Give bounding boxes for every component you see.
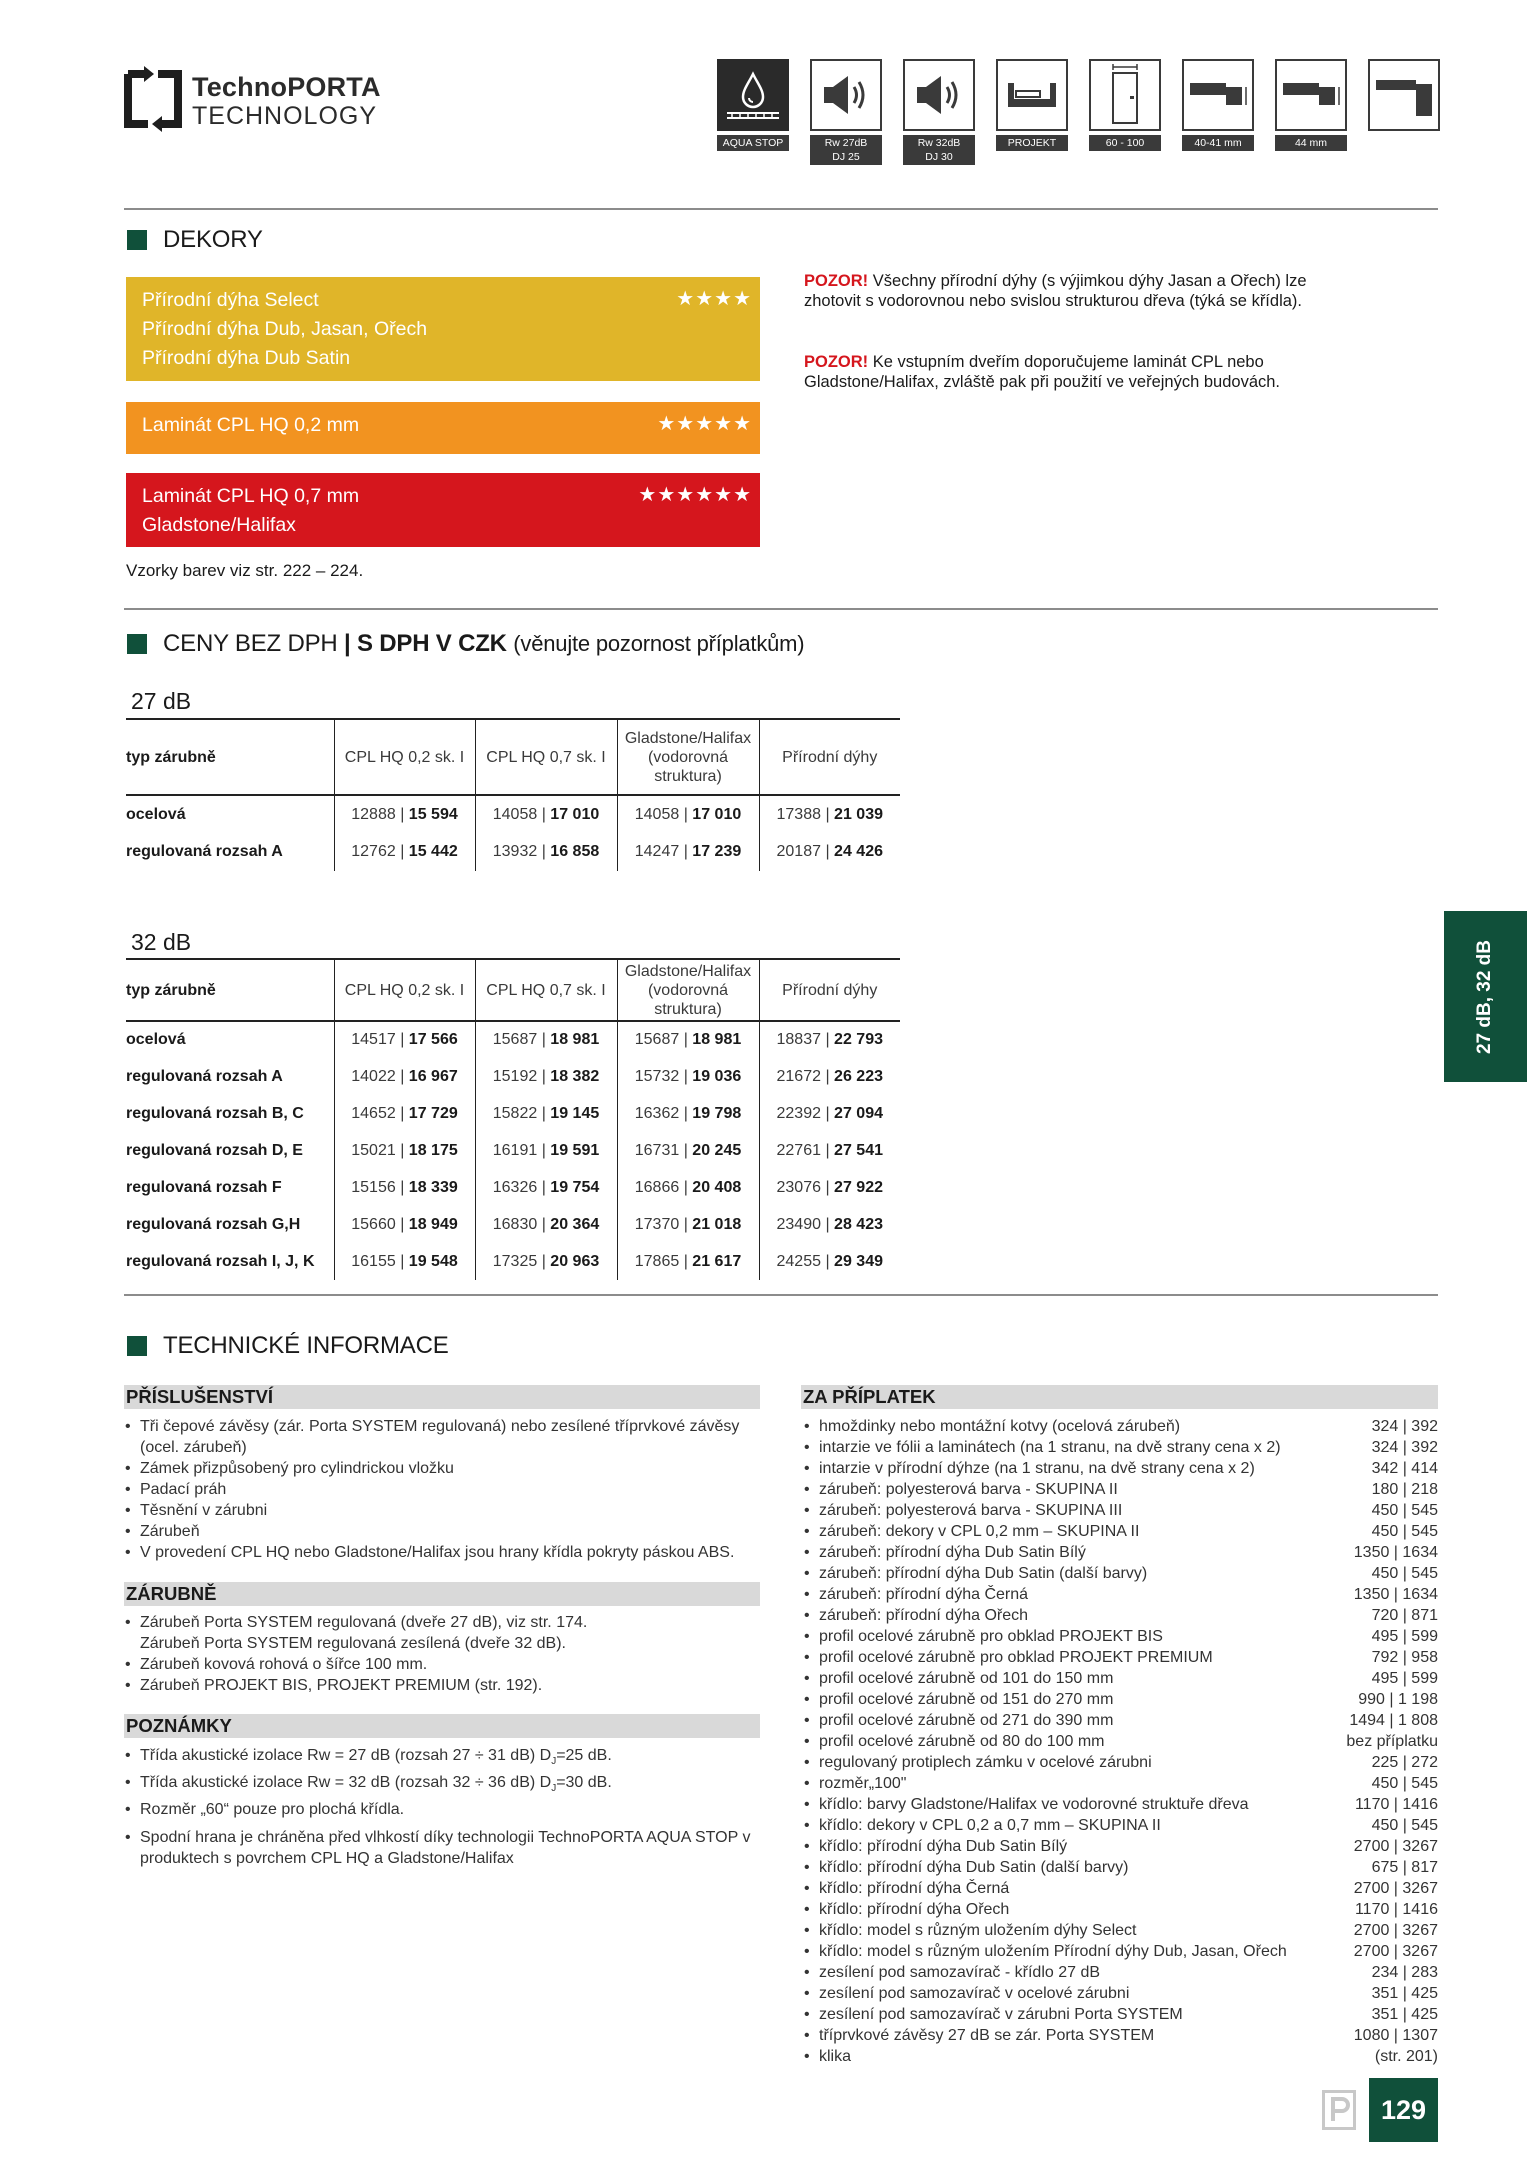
feature-label: Rw 27dB DJ 25 — [810, 135, 882, 165]
section-dekory — [127, 226, 263, 254]
feature-label: 60 - 100 — [1089, 135, 1161, 151]
table-title: 32 dB — [131, 929, 192, 955]
accessories-list — [124, 1416, 760, 1563]
table-row — [126, 833, 900, 871]
surcharge-item: • křídlo: přírodní dýha Dub Satin (další barvy) 675 | 817 — [801, 1857, 1438, 1878]
section-prices — [127, 630, 804, 658]
price-cell: 22392 | 27 094 — [759, 1095, 900, 1132]
subsection-notes: POZNÁMKY — [124, 1714, 760, 1738]
price-cell: 17388 | 21 039 — [759, 795, 900, 833]
feature-width — [1089, 59, 1161, 151]
feature-door-edge — [1182, 59, 1254, 151]
list-item: • Spodní hrana je chráněna před vlhkostí díky technologii TechnoPORTA AQUA STOP v produktech s povrchem CPL HQ a Gladstone/Halifax — [124, 1827, 760, 1875]
surcharge-item: • profil ocelové zárubně od 80 do 100 mm bez příplatku — [801, 1731, 1438, 1752]
surcharge-item: • zesílení pod samozavírač v zárubni Porta SYSTEM 351 | 425 — [801, 2004, 1438, 2025]
surcharge-item: • regulovaný protiplech zámku v ocelové zárubni 225 | 272 — [801, 1752, 1438, 1773]
surcharge-item: • profil ocelové zárubně pro obklad PROJEKT PREMIUM 792 | 958 — [801, 1647, 1438, 1668]
porta-p-icon — [1322, 2090, 1356, 2130]
notes-list — [124, 1745, 760, 1875]
price-cell: 14517 | 17 566 — [334, 1021, 475, 1058]
price-cell: 14058 | 17 010 — [617, 795, 759, 833]
chapter-tab[interactable]: 27 dB, 32 dB — [1444, 911, 1527, 1082]
list-item: • Těsnění v zárubni — [124, 1500, 760, 1521]
surcharge-item: • křídlo: model s různým uložením dýhy Select 2700 | 3267 — [801, 1920, 1438, 1941]
warning-note: POZOR! Ke vstupním dveřím doporučujeme laminát CPL nebo Gladstone/Halifax, zvláště pak při použití ve veřejných budovách. — [804, 353, 1281, 391]
stars-rating: ★★★★★ — [657, 413, 752, 435]
table-row — [126, 1058, 900, 1095]
row-label: regulovaná rozsah I, J, K — [126, 1252, 315, 1270]
divider — [124, 608, 1438, 610]
warning-note: POZOR! Všechny přírodní dýhy (s výjimkou dýhy Jasan a Ořech) lze zhotovit s vodorovnou nebo svislou strukturou dřeva (týká se křídla). — [804, 272, 1307, 310]
section-marker — [127, 230, 147, 250]
section-title: TECHNICKÉ INFORMACE — [163, 1332, 449, 1359]
surcharge-item: • profil ocelové zárubně od 101 do 150 mm 495 | 599 — [801, 1668, 1438, 1689]
price-cell: 22761 | 27 541 — [759, 1132, 900, 1169]
price-cell: 16830 | 20 364 — [475, 1206, 617, 1243]
surcharge-item: • zárubeň: polyesterová barva - SKUPINA III 450 | 545 — [801, 1500, 1438, 1521]
surcharge-item: • profil ocelové zárubně od 151 do 270 mm 990 | 1 198 — [801, 1689, 1438, 1710]
price-cell: 15687 | 18 981 — [617, 1021, 759, 1058]
list-item: • Třída akustické izolace Rw = 27 dB (rozsah 27 ÷ 31 dB) $D_J=25$ dB. — [124, 1745, 760, 1772]
section-title: DEKORY — [163, 226, 263, 253]
surcharge-item: • křídlo: přírodní dýha Černá 2700 | 3267 — [801, 1878, 1438, 1899]
price-cell: 17325 | 20 963 — [475, 1243, 617, 1280]
list-item: • Padací práh — [124, 1479, 760, 1500]
table-header: typ zárubně CPL HQ 0,2 sk. I CPL HQ 0,7 sk. I Gladstone/Halifax (vodorovná struktura) Přírodní dýhy — [126, 959, 900, 1021]
list-item: • Zárubeň kovová rohová o šířce 100 mm. — [124, 1654, 760, 1675]
subsection-accessories: PŘÍSLUŠENSTVÍ — [124, 1385, 760, 1409]
speaker-icon — [903, 59, 975, 131]
color-samples-note: Vzorky barev viz str. 222 – 224. — [126, 561, 364, 580]
feature-label: AQUA STOP — [717, 135, 789, 151]
table-row — [126, 1132, 900, 1169]
surcharge-item: • zárubeň: přírodní dýha Dub Satin (další barvy) 450 | 545 — [801, 1563, 1438, 1584]
row-label: regulovaná rozsah G,H — [126, 1215, 301, 1233]
decor-bar-cpl07: Laminát CPL HQ 0,7 mm Gladstone/Halifax ★★★★★★ — [126, 473, 760, 547]
surcharge-item: • intarzie ve fólii a laminátech (na 1 stranu, na dvě strany cena x 2) 324 | 392 — [801, 1437, 1438, 1458]
price-cell: 14058 | 17 010 — [475, 795, 617, 833]
divider — [124, 1294, 1438, 1296]
subsection-frames: ZÁRUBNĚ — [124, 1582, 760, 1606]
price-table-27db — [126, 718, 900, 871]
frames-list — [124, 1612, 760, 1696]
brand-name: TechnoPORTA — [192, 72, 381, 102]
price-cell: 20187 | 24 426 — [759, 833, 900, 871]
surcharge-list — [801, 1416, 1438, 2067]
price-cell: 14247 | 17 239 — [617, 833, 759, 871]
surcharge-item: • zárubeň: přírodní dýha Ořech 720 | 871 — [801, 1605, 1438, 1626]
surcharge-item: • zesílení pod samozavírač - křídlo 27 dB 234 | 283 — [801, 1962, 1438, 1983]
feature-thickness — [1275, 59, 1347, 151]
subsection-surcharge: ZA PŘÍPLATEK — [801, 1385, 1438, 1409]
surcharge-item: • křídlo: přírodní dýha Ořech 1170 | 1416 — [801, 1899, 1438, 1920]
row-label: ocelová — [126, 1031, 186, 1048]
price-cell: 15021 | 18 175 — [334, 1132, 475, 1169]
surcharge-item: • zárubeň: polyesterová barva - SKUPINA II 180 | 218 — [801, 1479, 1438, 1500]
price-cell: 24255 | 29 349 — [759, 1243, 900, 1280]
row-label: regulovaná rozsah F — [126, 1178, 282, 1196]
surcharge-item: • zárubeň: přírodní dýha Dub Satin Bílý 1350 | 1634 — [801, 1542, 1438, 1563]
surcharge-item: • křídlo: dekory v CPL 0,2 a 0,7 mm – SKUPINA II 450 | 545 — [801, 1815, 1438, 1836]
price-cell: 16731 | 20 245 — [617, 1132, 759, 1169]
price-cell: 13932 | 16 858 — [475, 833, 617, 871]
table-header: typ zárubně CPL HQ 0,2 sk. I CPL HQ 0,7 sk. I Gladstone/Halifax (vodorovná struktura) Přírodní dýhy — [126, 719, 900, 795]
frame-profile-icon — [996, 59, 1068, 131]
price-cell: 18837 | 22 793 — [759, 1021, 900, 1058]
brand-subname: TECHNOLOGY — [192, 102, 378, 130]
decor-bar-veneer: Přírodní dýha Select Přírodní dýha Dub, Jasan, Ořech Přírodní dýha Dub Satin ★★★★ — [126, 277, 760, 381]
feature-rw27 — [810, 59, 882, 165]
feature-label: PROJEKT — [996, 135, 1068, 151]
table-row — [126, 795, 900, 833]
surcharge-item: • rozměr„100" 450 | 545 — [801, 1773, 1438, 1794]
section-marker — [127, 634, 147, 654]
feature-label: Rw 32dB DJ 30 — [903, 135, 975, 165]
price-cell: 17865 | 21 617 — [617, 1243, 759, 1280]
price-cell: 12888 | 15 594 — [334, 795, 475, 833]
surcharge-item: • profil ocelové zárubně od 271 do 390 mm 1494 | 1 808 — [801, 1710, 1438, 1731]
table-row — [126, 1021, 900, 1058]
list-item: • Zárubeň Porta SYSTEM regulovaná (dveře 27 dB), viz str. 174. Zárubeň Porta SYSTEM regulovaná zesílená (dveře 32 dB). — [124, 1612, 760, 1654]
door-edge-icon — [1182, 59, 1254, 131]
price-cell: 15192 | 18 382 — [475, 1058, 617, 1095]
table-row — [126, 1243, 900, 1280]
price-cell: 15156 | 18 339 — [334, 1169, 475, 1206]
divider — [124, 208, 1438, 210]
table-row — [126, 1206, 900, 1243]
stars-rating: ★★★★ — [676, 288, 752, 310]
price-cell: 14022 | 16 967 — [334, 1058, 475, 1095]
surcharge-item: • křídlo: barvy Gladstone/Halifax ve vodorovné struktuře dřeva 1170 | 1416 — [801, 1794, 1438, 1815]
surcharge-item: • zesílení pod samozavírač v ocelové zárubni 351 | 425 — [801, 1983, 1438, 2004]
section-title: CENY BEZ DPH | S DPH V CZK (věnujte pozornost příplatkům) — [163, 630, 805, 657]
list-item: • V provedení CPL HQ nebo Gladstone/Halifax jsou hrany křídla pokryty páskou ABS. — [124, 1542, 760, 1563]
price-cell: 15822 | 19 145 — [475, 1095, 617, 1132]
surcharge-item: • křídlo: přírodní dýha Dub Satin Bílý 2700 | 3267 — [801, 1836, 1438, 1857]
price-cell: 21672 | 26 223 — [759, 1058, 900, 1095]
surcharge-item: • zárubeň: dekory v CPL 0,2 mm – SKUPINA II 450 | 545 — [801, 1521, 1438, 1542]
brand-logo — [124, 64, 384, 136]
table-row — [126, 1169, 900, 1206]
price-cell: 23490 | 28 423 — [759, 1206, 900, 1243]
table-title: 27 dB — [131, 688, 192, 714]
surcharge-item: • klika (str. 201) — [801, 2046, 1438, 2067]
feature-label: 44 mm — [1275, 135, 1347, 151]
feature-aqua-stop — [717, 59, 789, 151]
surcharge-item: • křídlo: model s různým uložením Přírodní dýhy Dub, Jasan, Ořech 2700 | 3267 — [801, 1941, 1438, 1962]
price-table-32db — [126, 958, 900, 1280]
row-label: regulovaná rozsah A — [126, 843, 283, 860]
stars-rating: ★★★★★★ — [638, 484, 752, 506]
price-cell: 16866 | 20 408 — [617, 1169, 759, 1206]
price-cell: 16191 | 19 591 — [475, 1132, 617, 1169]
list-item: • Zárubeň PROJEKT BIS, PROJEKT PREMIUM (str. 192). — [124, 1675, 760, 1696]
water-drop-icon — [717, 59, 789, 131]
door-rebate-icon — [1368, 59, 1440, 131]
section-tech — [127, 1332, 449, 1360]
technoporta-logo-icon — [124, 64, 182, 134]
surcharge-item: • intarzie v přírodní dýhze (na 1 stranu, na dvě strany cena x 2) 342 | 414 — [801, 1458, 1438, 1479]
row-label: regulovaná rozsah D, E — [126, 1141, 303, 1159]
price-cell: 15732 | 19 036 — [617, 1058, 759, 1095]
page-number: 129 — [1369, 2078, 1438, 2142]
list-item: • Tři čepové závěsy (zár. Porta SYSTEM regulovaná) nebo zesílené tříprvkové závěsy (ocel. zárubeň) — [124, 1416, 760, 1458]
price-cell: 12762 | 15 442 — [334, 833, 475, 871]
price-cell: 23076 | 27 922 — [759, 1169, 900, 1206]
price-cell: 16362 | 19 798 — [617, 1095, 759, 1132]
surcharge-item: • hmoždinky nebo montážní kotvy (ocelová zárubeň) 324 | 392 — [801, 1416, 1438, 1437]
row-label: ocelová — [126, 805, 186, 823]
door-thickness-icon — [1275, 59, 1347, 131]
list-item: • Zárubeň — [124, 1521, 760, 1542]
row-label: regulovaná rozsah A — [126, 1067, 283, 1085]
price-cell: 16326 | 19 754 — [475, 1169, 617, 1206]
feature-rw32 — [903, 59, 975, 165]
row-label: regulovaná rozsah B, C — [126, 1104, 304, 1122]
surcharge-item: • zárubeň: přírodní dýha Černá 1350 | 1634 — [801, 1584, 1438, 1605]
speaker-icon — [810, 59, 882, 131]
surcharge-item: • třípr​vkové závěsy 27 dB se zár. Porta SYSTEM 1080 | 1307 — [801, 2025, 1438, 2046]
price-cell: 14652 | 17 729 — [334, 1095, 475, 1132]
price-cell: 15660 | 18 949 — [334, 1206, 475, 1243]
price-cell: 16155 | 19 548 — [334, 1243, 475, 1280]
feature-rebate — [1368, 59, 1440, 131]
section-marker — [127, 1336, 147, 1356]
feature-label: 40-41 mm — [1182, 135, 1254, 151]
price-cell: 17370 | 21 018 — [617, 1206, 759, 1243]
list-item: • Zámek přizpůsobený pro cylindrickou vložku — [124, 1458, 760, 1479]
list-item: • Třída akustické izolace Rw = 32 dB (rozsah 32 ÷ 36 dB) $D_J=30$ dB. — [124, 1772, 760, 1799]
price-cell: 15687 | 18 981 — [475, 1021, 617, 1058]
feature-projekt — [996, 59, 1068, 151]
table-row — [126, 1095, 900, 1132]
decor-bar-cpl02: Laminát CPL HQ 0,2 mm ★★★★★ — [126, 402, 760, 454]
surcharge-item: • profil ocelové zárubně pro obklad PROJEKT BIS 495 | 599 — [801, 1626, 1438, 1647]
door-icon — [1089, 59, 1161, 131]
list-item: • Rozměr „60“ pouze pro plochá křídla. — [124, 1799, 760, 1826]
